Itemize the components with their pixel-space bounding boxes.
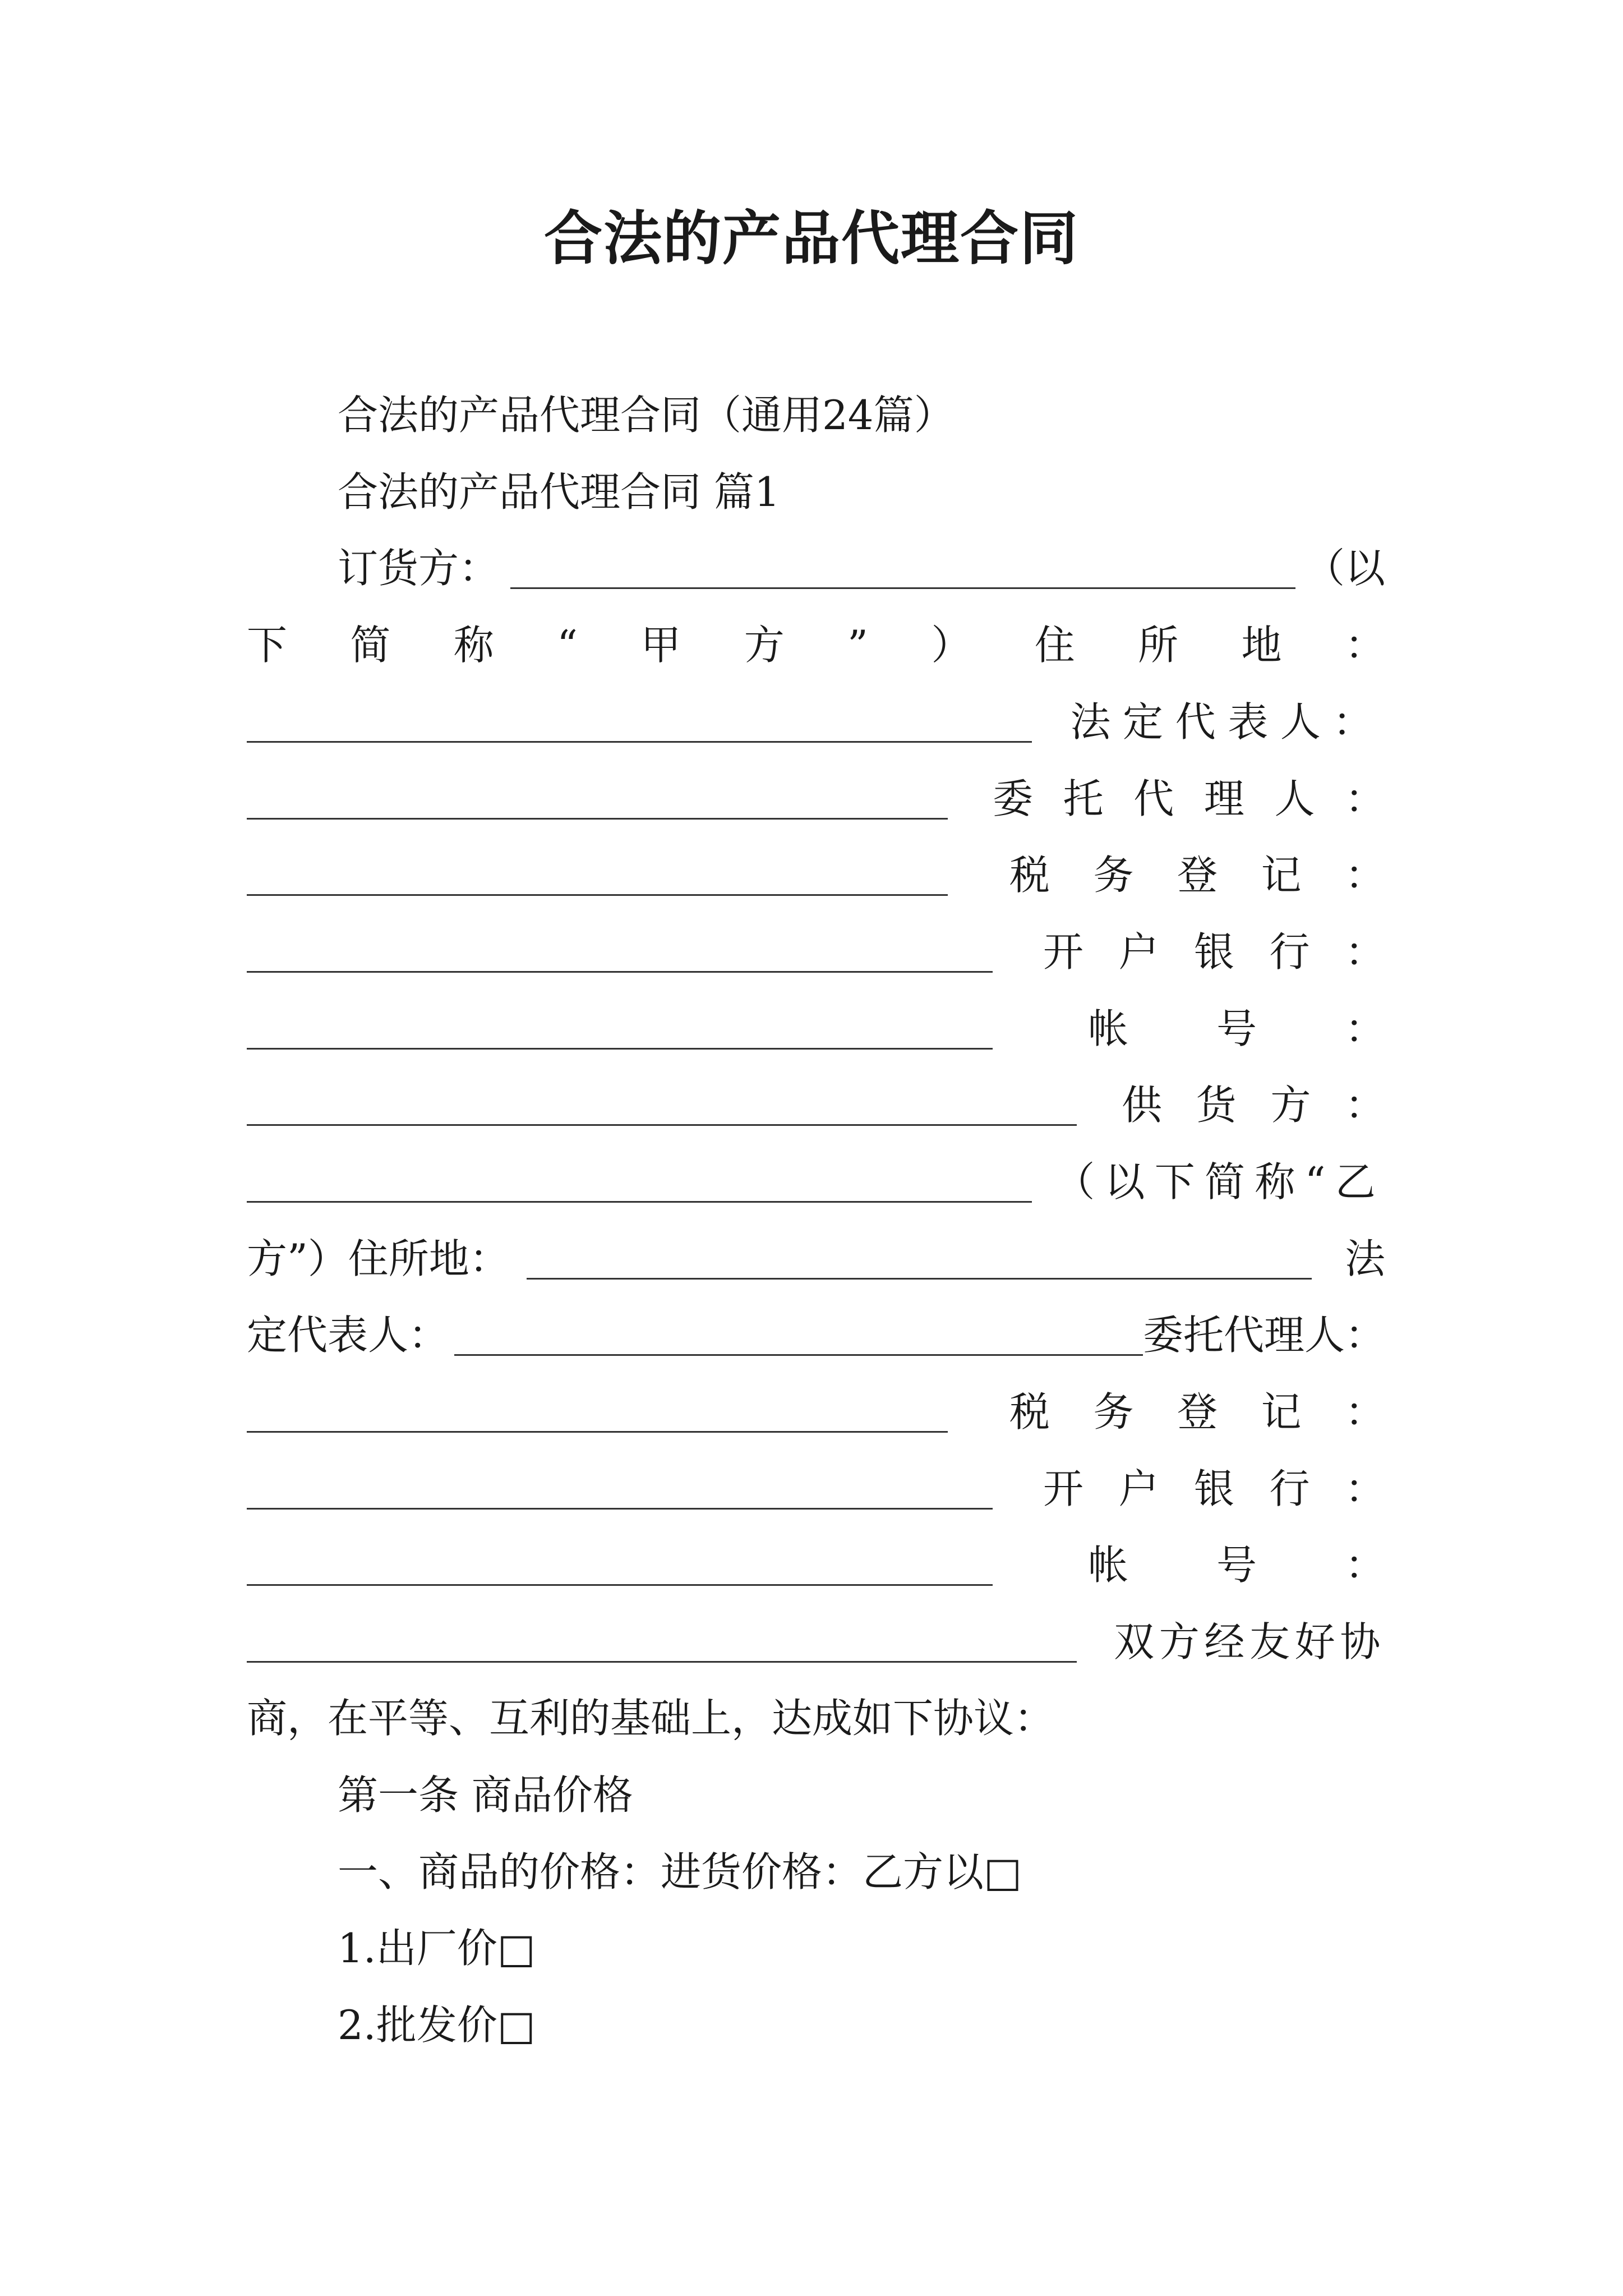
orderer-label: 订货方：	[338, 545, 500, 592]
char: ：	[1344, 622, 1385, 669]
agreement-tail: 双方经友好协	[1114, 1618, 1385, 1665]
char: ”	[847, 622, 868, 669]
char: 税	[1009, 852, 1050, 899]
char: 地	[1241, 622, 1282, 669]
tax-b-label	[1009, 1378, 1385, 1446]
char: 甲	[640, 622, 681, 669]
supplier-blank	[247, 1162, 1032, 1203]
section-heading: 合法的产品代理合同 篇1	[338, 468, 780, 516]
short-name-a-row	[247, 611, 1385, 679]
bank-b-label	[1043, 1455, 1385, 1522]
char: ：	[1344, 1005, 1385, 1052]
char: “	[557, 622, 578, 669]
char: ：	[1344, 1542, 1385, 1589]
char: 方	[744, 622, 785, 669]
char: ：	[1344, 1388, 1385, 1435]
account-b-blank	[247, 1622, 1077, 1663]
supplier-row	[247, 1071, 1385, 1139]
account-a-label	[1088, 995, 1385, 1062]
char: ：	[1344, 1465, 1385, 1512]
agent-b-blank	[247, 1392, 948, 1433]
char: 供	[1122, 1082, 1163, 1129]
account-b-row	[247, 1531, 1385, 1599]
char: ：	[1344, 1082, 1385, 1129]
address-b-row	[247, 1225, 1385, 1292]
agent-a-blank	[247, 855, 948, 896]
char: 简	[350, 622, 391, 669]
article-1-heading: 第一条 商品价格	[338, 1772, 633, 1819]
factory-price-item: 1.出厂价□	[338, 1925, 536, 1972]
char: 帐	[1088, 1005, 1129, 1052]
account-a-row	[247, 995, 1385, 1062]
legal-rep-b-label: 定代表人：	[247, 1312, 449, 1359]
char: 托	[1063, 775, 1104, 822]
legal-rep-a-blank	[247, 779, 948, 820]
wholesale-price-item: 2.批发价□	[338, 2001, 536, 2049]
account-a-blank	[247, 1085, 1077, 1126]
char: 委	[993, 775, 1034, 822]
char: 货	[1196, 1082, 1237, 1129]
char: 行	[1269, 928, 1310, 976]
bank-b-blank	[247, 1545, 993, 1586]
char: 帐	[1088, 1542, 1129, 1589]
address-b-label: 方”）住所地：	[247, 1235, 510, 1282]
char: 登	[1177, 1388, 1218, 1435]
char: ：	[1344, 852, 1385, 899]
agent-b-label: 委托代理人：	[1142, 1312, 1385, 1359]
bank-a-label	[1043, 918, 1385, 986]
agreement-line: 商，在平等、互利的基础上，达成如下协议：	[247, 1695, 1055, 1742]
short-name-b-label: （以下简称“乙	[1054, 1158, 1385, 1205]
char: 行	[1269, 1465, 1310, 1512]
address-a-blank	[247, 702, 1032, 743]
bank-a-row	[247, 918, 1385, 986]
document-subtitle: 合法的产品代理合同（通用24篇）	[338, 392, 955, 439]
supplier-label	[1122, 1071, 1385, 1139]
char: 银	[1193, 1465, 1234, 1512]
document-title: 合法的产品代理合同	[543, 204, 1079, 273]
orderer-row	[338, 535, 1385, 602]
char: 号	[1216, 1005, 1257, 1052]
agent-a-label	[993, 765, 1385, 832]
tax-b-blank	[247, 1469, 993, 1510]
char: 税	[1009, 1388, 1050, 1435]
char: ：	[1344, 775, 1385, 822]
tax-a-row	[247, 841, 1385, 909]
orderer-tail: （以	[1304, 545, 1385, 592]
char: 下	[247, 622, 288, 669]
tax-b-row	[247, 1378, 1385, 1446]
char: 务	[1093, 1388, 1134, 1435]
price-item: 一、商品的价格：进货价格：乙方以□	[338, 1848, 1022, 1895]
char: 记	[1261, 852, 1302, 899]
char: 理	[1204, 775, 1244, 822]
bank-a-blank	[247, 1009, 993, 1050]
legal-rep-b-row	[247, 1301, 1385, 1369]
char: 人	[1274, 775, 1315, 822]
char: 记	[1261, 1388, 1302, 1435]
agent-a-row	[247, 765, 1385, 832]
account-b-label	[1088, 1531, 1385, 1599]
char: 住	[1034, 622, 1075, 669]
short-name-b-row	[247, 1148, 1385, 1216]
char: 银	[1193, 928, 1234, 976]
char: 所	[1138, 622, 1179, 669]
legal-rep-b-blank	[454, 1315, 1143, 1356]
char: 户	[1118, 928, 1159, 976]
address-b-blank	[527, 1239, 1312, 1280]
char: ）	[931, 622, 972, 669]
char: 称	[453, 622, 494, 669]
char: 开	[1043, 928, 1084, 976]
char: 号	[1216, 1542, 1257, 1589]
char: 方	[1270, 1082, 1311, 1129]
char: 登	[1177, 852, 1218, 899]
legal-rep-a-label: 法定代表人：	[1070, 698, 1385, 746]
char: 代	[1133, 775, 1174, 822]
orderer-blank	[510, 548, 1295, 589]
char: 务	[1093, 852, 1134, 899]
legal-rep-a-row	[247, 688, 1385, 756]
bank-b-row	[247, 1455, 1385, 1522]
agreement-row	[247, 1608, 1385, 1676]
char: 户	[1118, 1465, 1159, 1512]
tax-a-blank	[247, 932, 993, 973]
char: 开	[1043, 1465, 1084, 1512]
address-b-tail: 法	[1344, 1235, 1385, 1282]
char: ：	[1344, 928, 1385, 976]
tax-a-label	[1009, 841, 1385, 909]
